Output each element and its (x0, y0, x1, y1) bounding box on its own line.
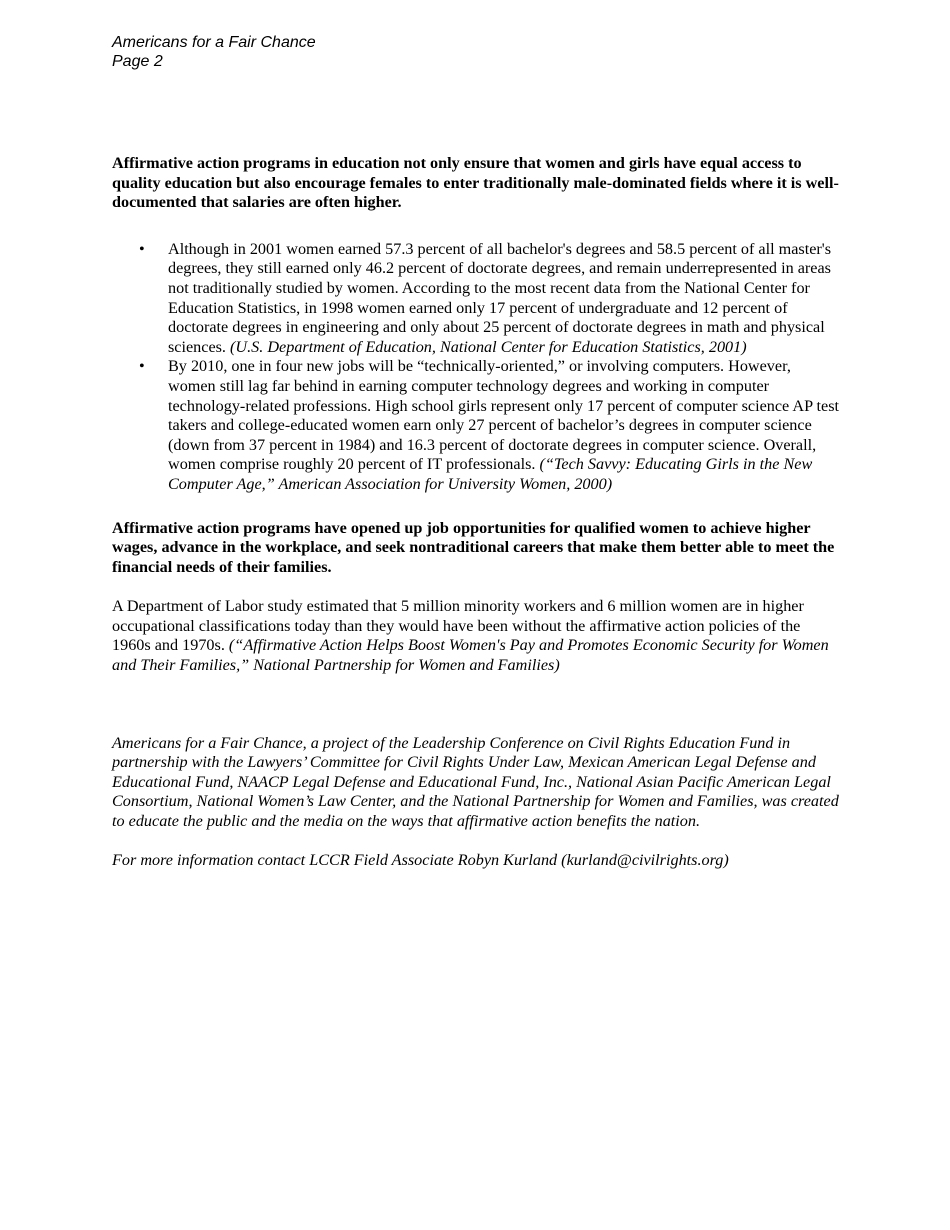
page-header (112, 33, 316, 71)
document-body (112, 154, 842, 870)
section-heading-employment: Affirmative action programs have opened up job opportunities for qualified women to achieve higher wages, advance in the workplace, and seek nontraditional careers that make them better able to meet the financial needs of their families. (112, 518, 835, 576)
section-heading-education: Affirmative action programs in education not only ensure that women and girls have equal access to quality education but also encourage females to enter traditionally male-dominated fields where it is well-documented that salaries are often higher. (112, 154, 839, 212)
bullet-text: By 2010, one in four new jobs will be “technically-oriented,” or involving computers. However, women still lag far behind in earning computer technology degrees and working in computer technology-related professions. High school girls represent only 17 percent of computer science AP test takers and college-educated women earn only 27 percent of bachelor’s degrees in computer science (down from 37 percent in 1984) and 16.3 percent of doctorate degrees in computer science. Overall, women comprise roughly 20 percent of IT professionals. (168, 357, 839, 474)
bullet-icon: • (139, 239, 145, 258)
education-bullet-list (112, 240, 842, 495)
list-item (112, 357, 842, 494)
contact-info-paragraph: For more information contact LCCR Field Associate Robyn Kurland (kurland@civilrights.org) (112, 850, 729, 869)
labor-study-paragraph (112, 597, 842, 675)
bullet-citation: (U.S. Department of Education, National Center for Education Statistics, 2001) (230, 337, 747, 356)
bullet-icon: • (139, 357, 145, 376)
list-item (112, 240, 842, 358)
about-organization-paragraph: Americans for a Fair Chance, a project of the Leadership Conference on Civil Rights Education Fund in partnership with the Lawyers’ Committee for Civil Rights Under Law, Mexican American Legal Defense and Educational Fund, NAACP Legal Defense and Educational Fund, Inc., National Asian Pacific American Legal Consortium, National Women’s Law Center, and the National Partnership for Women and Families, was created to educate the public and the media on the ways that affirmative action benefits the nation. (112, 733, 839, 831)
bullet-text: Although in 2001 women earned 57.3 percent of all bachelor's degrees and 58.5 percent of all master's degrees, they still earned only 46.2 percent of doctorate degrees, and remain underrepresented in areas not traditionally studied by women. According to the most recent data from the National Center for Education Statistics, in 1998 women earned only 17 percent of undergraduate and 12 percent of doctorate degrees in engineering and only about 25 percent of doctorate degrees in math and physical sciences. (168, 239, 832, 356)
paragraph-citation: (“Affirmative Action Helps Boost Women's Pay and Promotes Economic Security for Women and Their Families,” National Partnership for Women and Families) (112, 636, 829, 675)
header-page-number: Page 2 (112, 53, 163, 70)
paragraph-text: A Department of Labor study estimated that 5 million minority workers and 6 million women are in higher occupational classifications today than they would have been without the affirmative action policies of the 1960s and 1970s. (112, 597, 804, 655)
header-org-name: Americans for a Fair Chance (112, 34, 316, 51)
bullet-citation: (“Tech Savvy: Educating Girls in the New Computer Age,” American Association for University Women, 2000) (168, 455, 813, 493)
